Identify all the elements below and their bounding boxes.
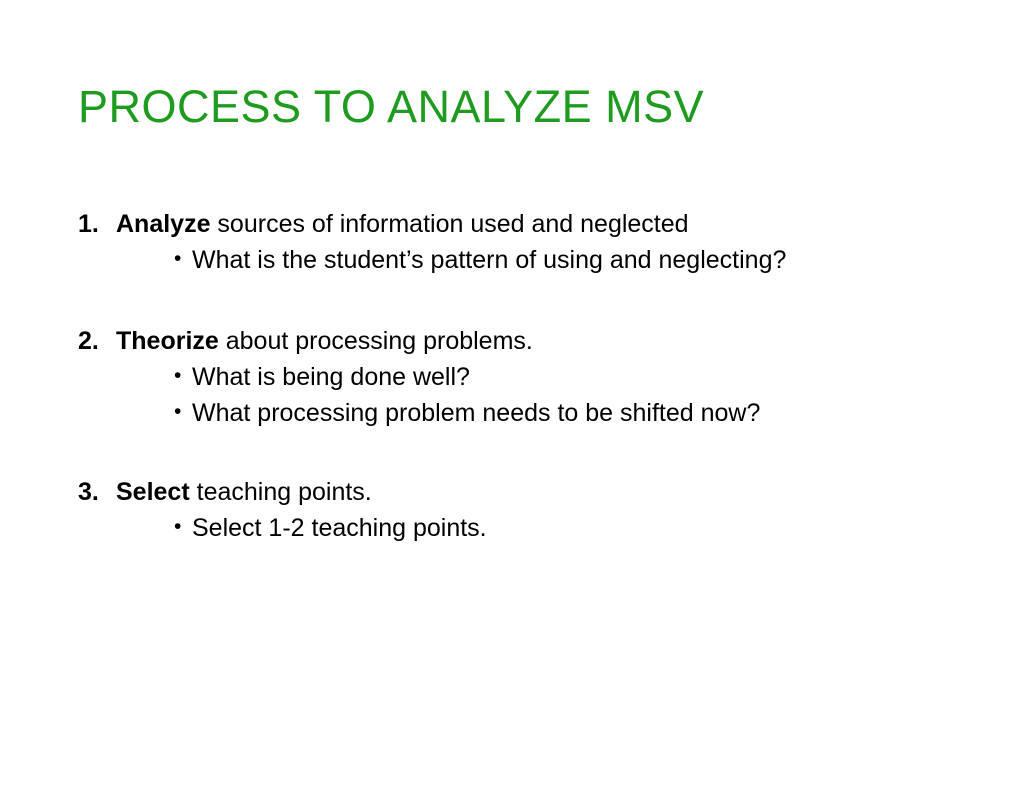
list-item-rest: about processing problems. — [218, 327, 533, 355]
list-item-lead: Analyze — [116, 210, 211, 238]
bullet-icon: • — [174, 400, 182, 423]
sub-list — [78, 360, 958, 430]
list-item-number: 3. — [78, 478, 99, 506]
sub-list-item — [174, 360, 958, 394]
list-item-lead: Theorize — [116, 327, 219, 355]
list-item — [78, 476, 958, 509]
list-item-text — [116, 325, 958, 358]
sub-list-item-text: Select 1-2 teaching points. — [192, 514, 487, 542]
sub-list — [78, 511, 958, 545]
list-item-number: 2. — [78, 327, 99, 355]
slide-body — [78, 208, 958, 545]
sub-list-item-text: What is being done well? — [192, 363, 470, 391]
sub-list-item-text: What processing problem needs to be shifted now? — [192, 399, 761, 427]
list-item-text — [116, 208, 958, 241]
bullet-icon: • — [174, 247, 182, 270]
list-item-text — [116, 476, 958, 509]
list-item-rest: teaching points. — [189, 478, 372, 506]
list-item-rest: sources of information used and neglected — [210, 210, 689, 238]
list-item — [78, 208, 958, 241]
sub-list-item — [174, 396, 958, 430]
list-item-number: 1. — [78, 210, 99, 238]
sub-list-item — [174, 511, 958, 545]
sub-list-item-text: What is the student’s pattern of using and neglecting? — [192, 246, 787, 274]
spacer — [78, 277, 958, 325]
spacer — [78, 430, 958, 476]
bullet-icon: • — [174, 364, 182, 387]
page-title: PROCESS TO ANALYZE MSV — [78, 81, 705, 132]
list-item — [78, 325, 958, 358]
bullet-icon: • — [174, 515, 182, 538]
sub-list-item — [174, 243, 958, 277]
sub-list — [78, 243, 958, 277]
list-item-lead: Select — [116, 478, 190, 506]
